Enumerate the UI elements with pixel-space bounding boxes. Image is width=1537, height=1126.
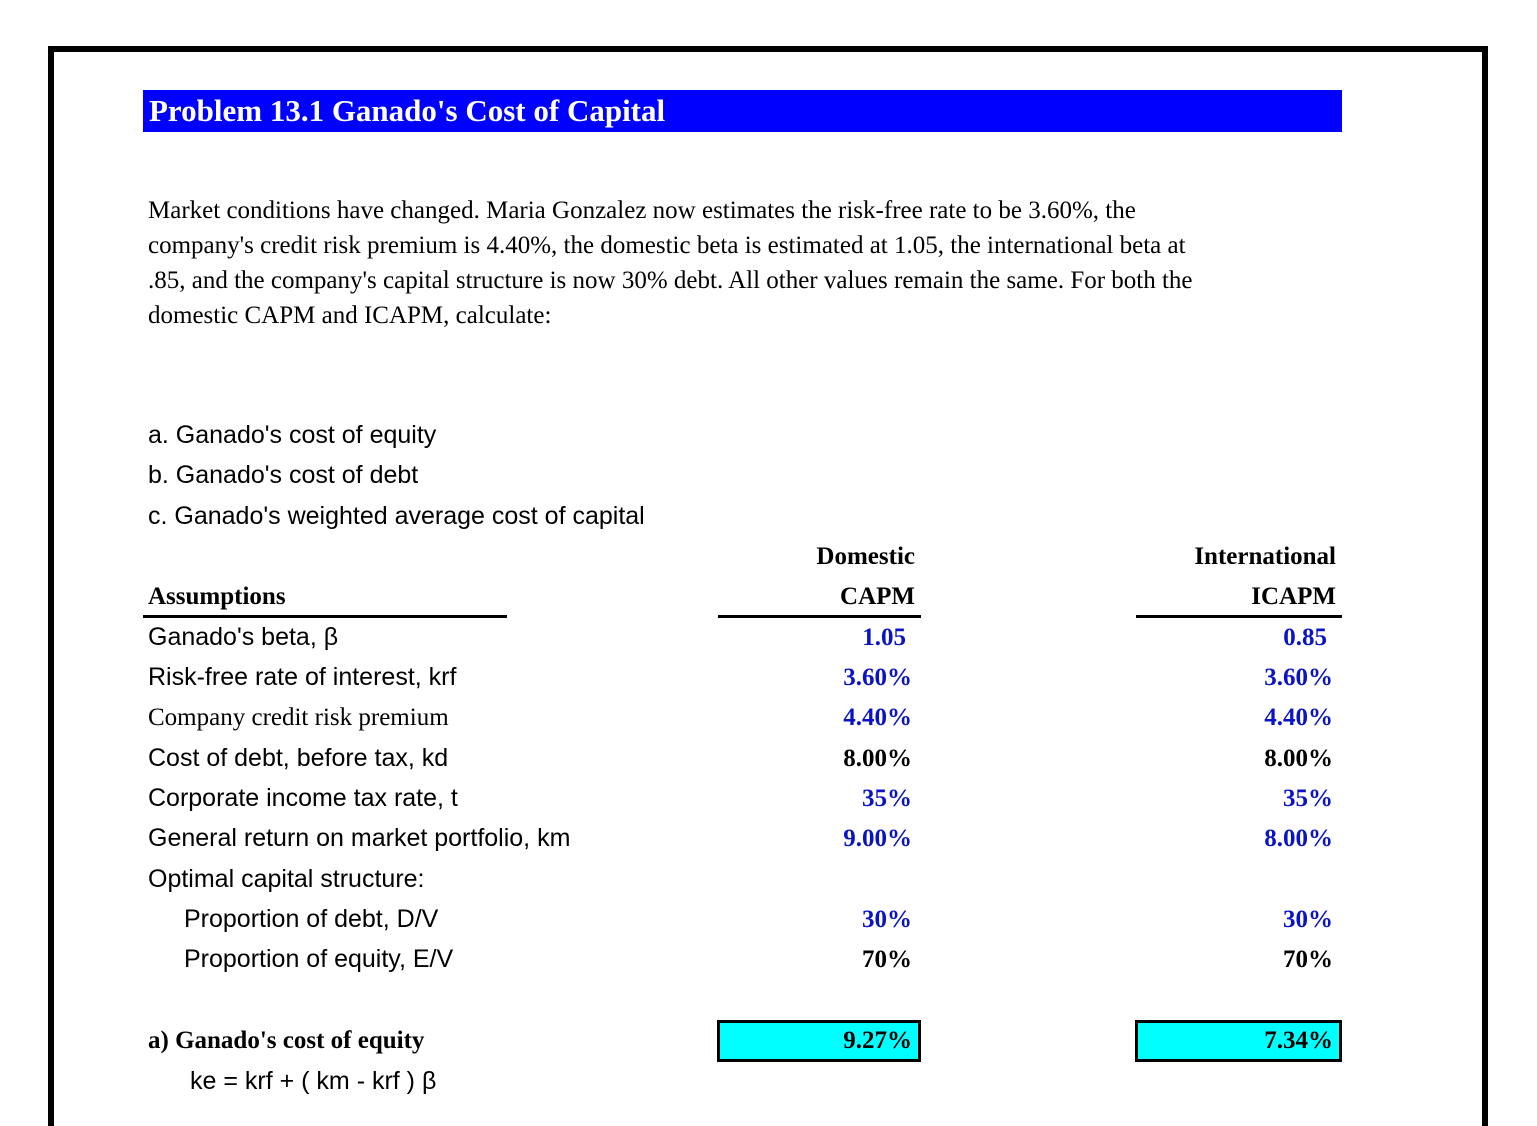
domestic-beta: 1.05 (862, 624, 906, 651)
domestic-risk-free: 3.60% (843, 664, 912, 691)
result-a-label: a) Ganado's cost of equity (148, 1027, 425, 1054)
international-risk-free: 3.60% (1264, 664, 1333, 691)
domestic-cost-of-equity-result: 9.27% (717, 1020, 921, 1062)
row-label-beta: Ganado's beta, β (148, 623, 339, 651)
assumptions-header: Assumptions (148, 583, 286, 610)
international-cost-of-equity-result: 7.34% (1135, 1020, 1342, 1062)
intro-line: domestic CAPM and ICAPM, calculate: (148, 302, 552, 329)
intro-line: .85, and the company's capital structure is now 30% debt. All other values remain the same. For both the (148, 267, 1193, 294)
problem-title: Problem 13.1 Ganado's Cost of Capital (143, 90, 1342, 132)
international-debt-proportion: 30% (1283, 906, 1333, 933)
intro-line: company's credit risk premium is 4.40%, the domestic beta is estimated at 1.05, the international beta at (148, 232, 1186, 259)
domestic-header-top: Domestic (816, 543, 915, 570)
international-header-top: International (1194, 543, 1336, 570)
row-label-tax-rate: Corporate income tax rate, t (148, 784, 458, 812)
international-cost-of-debt: 8.00% (1264, 745, 1333, 772)
international-market-return: 8.00% (1264, 825, 1333, 852)
domestic-cost-of-debt: 8.00% (843, 745, 912, 772)
domestic-market-return: 9.00% (843, 825, 912, 852)
cost-of-equity-formula: ke = krf + ( km - krf ) β (190, 1067, 437, 1095)
header-rule (1136, 615, 1342, 618)
row-label-capital-structure: Optimal capital structure: (148, 865, 425, 893)
domestic-tax-rate: 35% (862, 785, 912, 812)
international-credit-premium: 4.40% (1264, 704, 1333, 731)
question-c: c. Ganado's weighted average cost of capital (148, 502, 645, 530)
international-tax-rate: 35% (1283, 785, 1333, 812)
question-b: b. Ganado's cost of debt (148, 461, 419, 489)
header-rule (718, 615, 921, 618)
row-label-market-return: General return on market portfolio, km (148, 824, 571, 852)
domestic-debt-proportion: 30% (862, 906, 912, 933)
international-equity-proportion: 70% (1283, 946, 1333, 973)
row-label-equity-proportion: Proportion of equity, E/V (184, 945, 454, 973)
row-label-debt-proportion: Proportion of debt, D/V (184, 905, 439, 933)
domestic-header-bottom: CAPM (840, 583, 915, 610)
intro-line: Market conditions have changed. Maria Gonzalez now estimates the risk-free rate to be 3.60%, the (148, 197, 1136, 224)
problem-statement (148, 193, 1328, 333)
domestic-equity-proportion: 70% (862, 946, 912, 973)
international-beta: 0.85 (1283, 624, 1327, 651)
row-label-risk-free: Risk-free rate of interest, krf (148, 663, 457, 691)
international-header-bottom: ICAPM (1251, 583, 1336, 610)
question-a: a. Ganado's cost of equity (148, 421, 437, 449)
domestic-credit-premium: 4.40% (843, 704, 912, 731)
row-label-credit-premium: Company credit risk premium (148, 704, 449, 731)
row-label-cost-of-debt: Cost of debt, before tax, kd (148, 744, 449, 772)
header-rule (143, 615, 507, 618)
